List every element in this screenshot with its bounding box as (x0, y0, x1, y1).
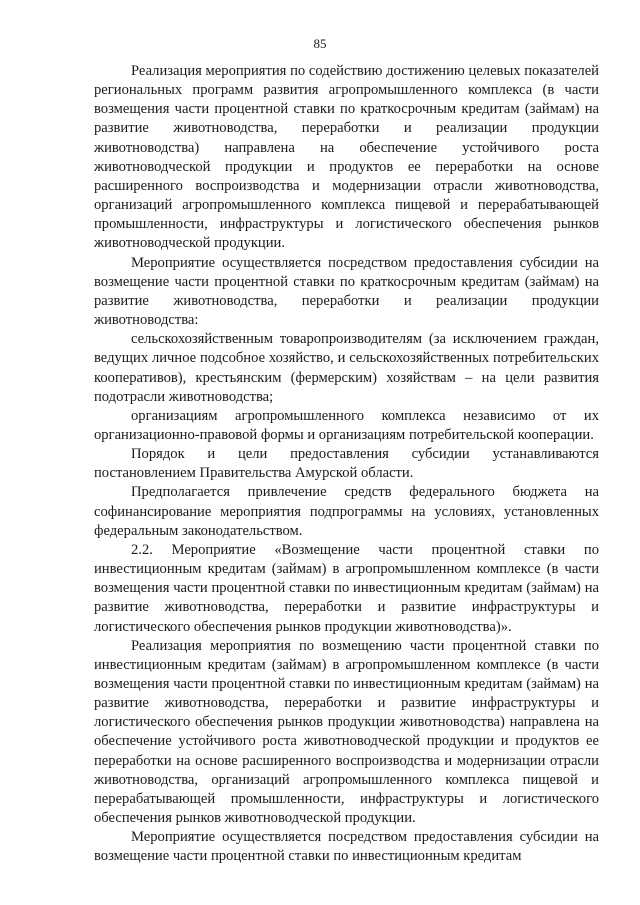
body-text (94, 62, 599, 867)
paragraph-goal-investment: Реализация мероприятия по возмещению части процентной ставки по инвестиционным кредитам (займам) в агропромышленном комплексе (в части возмещения части процентной ставки по инвестиционным кредитам (займам) на развитие животноводства, переработки и развитие инфраструктуры и логистического обеспечения рынков продукции животноводства) направлена на обеспечение устойчивого роста животноводческой продукции и продуктов ее переработки на основе расширенного воспроизводства и модернизации отрасли животноводства, организаций агропромышленного комплекса пищевой и перерабатывающей промышленности, инфраструктуры и логистического обеспечения рынков животноводческой продукции. (94, 637, 599, 827)
paragraph-recipients-producers: сельскохозяйственным товаропроизводителям (за исключением граждан, ведущих личное подсобное хозяйство, и сельскохозяйственных потребительских кооперативов), крестьянским (фермерским) хозяйствам – на цели развития подотрасли животноводства; (94, 331, 599, 405)
section-heading-2-2: 2.2. Мероприятие «Возмещение части процентной ставки по инвестиционным кредитам (займам) в агропромышленном комплексе (в части возмещения части процентной ставки по инвестиционным кредитам (займам) на развитие животноводства, переработки и развитие инфраструктуры и логистического обеспечения рынков продукции животноводства)». (94, 541, 599, 635)
paragraph-subsidy-investment: Мероприятие осуществляется посредством предоставления субсидии на возмещение части процентной ставки по инвестиционным кредитам (94, 829, 599, 865)
paragraph-procedure: Порядок и цели предоставления субсидии устанавливаются постановлением Правительства Амурской области. (94, 446, 599, 482)
paragraph-subsidy-short-term: Мероприятие осуществляется посредством предоставления субсидии на возмещение части процентной ставки по краткосрочным кредитам (займам) на развитие животноводства, переработки и реализации продукции животноводства: (94, 254, 599, 329)
page-number: 85 (313, 36, 327, 51)
paragraph-goal-short-term: Реализация мероприятия по содействию достижению целевых показателей региональных программ развития агропромышленного комплекса (в части возмещения части процентной ставки по краткосрочным кредитам (займам) на развитие животноводства, переработки и реализации продукции животноводства) направлена на обеспечение устойчивого роста животноводческой продукции и продуктов ее переработки на основе расширенного воспроизводства и модернизации отрасли животноводства, организаций агропромышленного комплекса пищевой и перерабатывающей промышленности, инфраструктуры и логистического обеспечения рынков животноводческой продукции. (94, 63, 599, 252)
paragraph-federal-funding: Предполагается привлечение средств федерального бюджета на софинансирование мероприятия подпрограммы на условиях, установленных федеральным законодательством. (94, 484, 599, 539)
paragraph-recipients-organizations: организациям агропромышленного комплекса независимо от их организационно-правовой формы и организациям потребительской кооперации. (94, 407, 599, 443)
